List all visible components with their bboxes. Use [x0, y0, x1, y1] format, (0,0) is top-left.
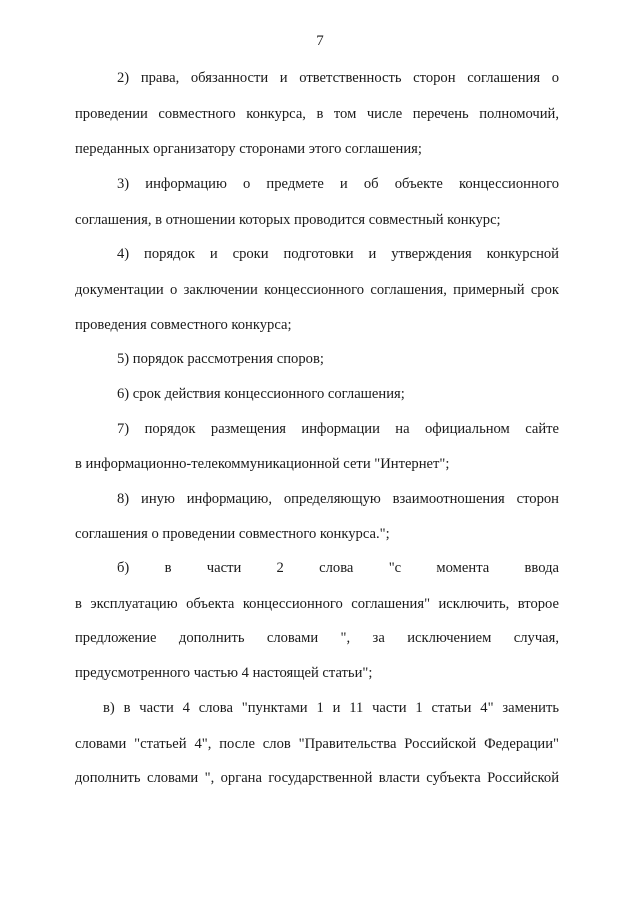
text-line: соглашения о проведении совместного конкурса."; — [75, 526, 390, 542]
text-line: предложение дополнить словами ", за исключением случая, — [75, 630, 559, 646]
text-line: б) в части 2 слова "с момента ввода — [117, 560, 559, 576]
text-line: словами "статьей 4", после слов "Правительства Российской Федерации" — [75, 736, 559, 752]
text-line: 5) порядок рассмотрения споров; — [117, 351, 324, 367]
text-line: предусмотренного частью 4 настоящей статьи"; — [75, 665, 373, 681]
text-line: 8) иную информацию, определяющую взаимоотношения сторон — [117, 491, 559, 507]
page-number: 7 — [316, 33, 324, 49]
text-line: в информационно-телекоммуникационной сети "Интернет"; — [75, 456, 450, 472]
text-line: 2) права, обязанности и ответственность сторон соглашения о — [117, 70, 559, 86]
text-line: проведения совместного конкурса; — [75, 317, 292, 333]
text-line: проведении совместного конкурса, в том числе перечень полномочий, — [75, 106, 559, 122]
text-line: 7) порядок размещения информации на официальном сайте — [117, 421, 559, 437]
text-line: документации о заключении концессионного соглашения, примерный срок — [75, 282, 559, 298]
text-line: 3) информацию о предмете и об объекте концессионного — [117, 176, 559, 192]
text-line: дополнить словами ", органа государственной власти субъекта Российской — [75, 770, 559, 786]
text-line: соглашения, в отношении которых проводится совместный конкурс; — [75, 212, 501, 228]
text-line: в) в части 4 слова "пунктами 1 и 11 части 1 статьи 4" заменить — [103, 700, 559, 716]
text-line: 4) порядок и сроки подготовки и утверждения конкурсной — [117, 246, 559, 262]
text-line: 6) срок действия концессионного соглашения; — [117, 386, 405, 402]
text-line: в эксплуатацию объекта концессионного соглашения" исключить, второе — [75, 596, 559, 612]
text-line: переданных организатору сторонами этого соглашения; — [75, 141, 422, 157]
